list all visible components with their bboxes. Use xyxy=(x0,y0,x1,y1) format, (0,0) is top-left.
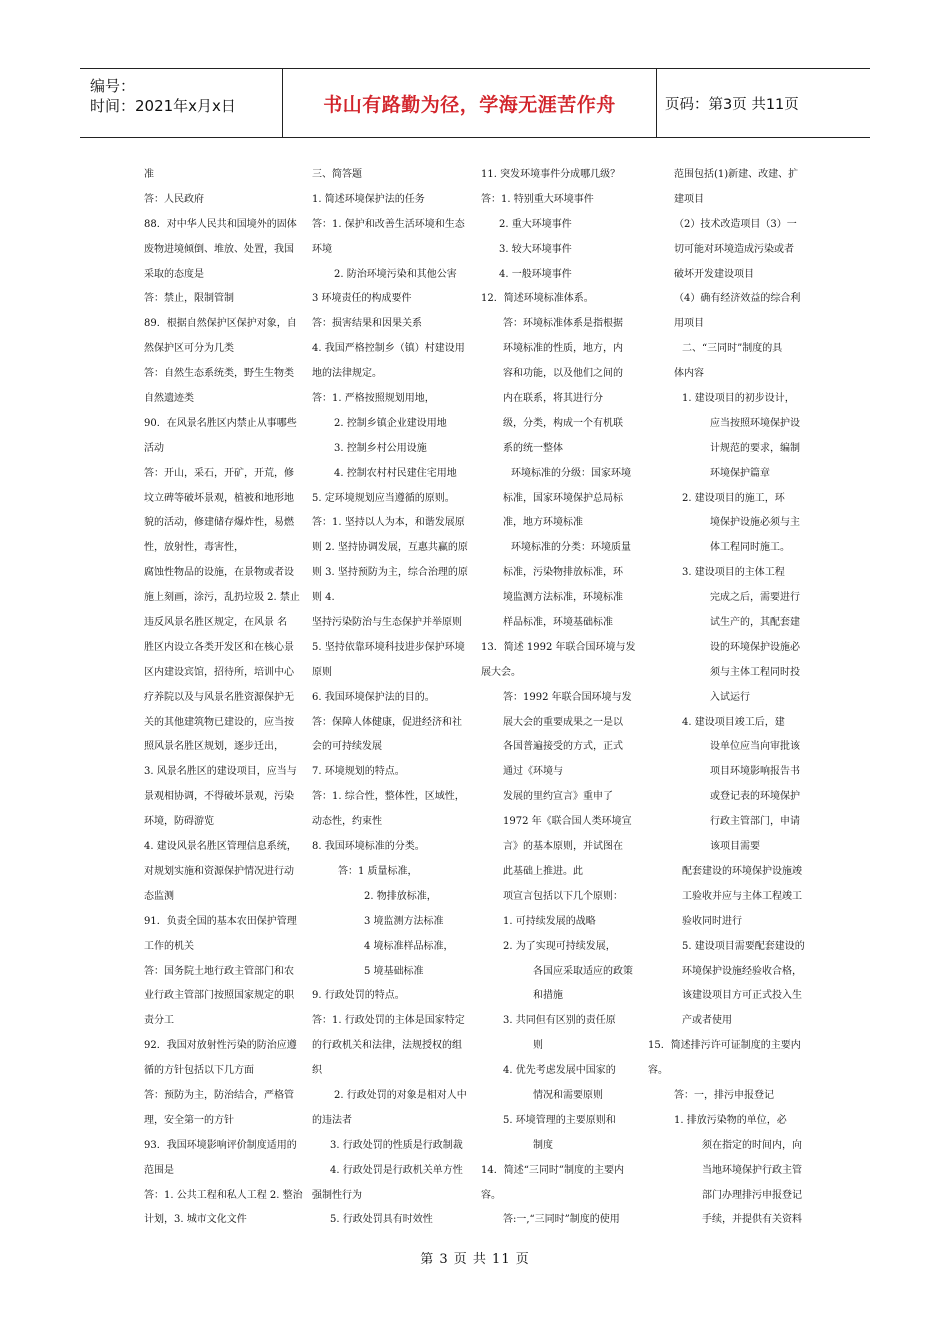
text-line: 态监测 xyxy=(144,890,174,902)
text-line: 4. 行政处罚是行政机关单方性 xyxy=(330,1164,463,1176)
text-line: 各国应采取适应的政策 xyxy=(533,965,633,977)
text-line: 则 3. 坚持预防为主，综合治理的原 xyxy=(312,567,468,579)
text-line: 容和功能，以及他们之间的 xyxy=(503,368,623,380)
text-line: 答：国务院土地行政主管部门和农 xyxy=(144,965,294,977)
text-line: 行政主管部门，申请 xyxy=(710,816,800,828)
text-line: 完成之后，需要进行 xyxy=(710,592,800,604)
text-line: 答：自然生态系统类，野生生物类 xyxy=(144,368,294,380)
text-line: 废物进境倾倒、堆放、处置，我国 xyxy=(144,243,294,255)
text-line: 容。 xyxy=(648,1065,668,1077)
text-line: 体工程同时施工。 xyxy=(710,542,790,554)
text-line: 环境保护篇章 xyxy=(710,467,770,479)
text-line: 答：环境标准体系是指根据 xyxy=(503,318,623,330)
text-line: 2. 重大环境事件 xyxy=(499,218,572,230)
text-line: 答：1. 特别重大环境事件 xyxy=(481,193,594,205)
text-line: 89．根据自然保护区保护对象，自 xyxy=(144,318,297,330)
text-line: 或登记表的环境保护 xyxy=(710,791,800,803)
text-line: 切可能对环境造成污染或者 xyxy=(674,243,794,255)
text-line: 11. 突发环境事件分成哪几级？ xyxy=(481,169,621,180)
text-line: 会的可持续发展 xyxy=(312,741,382,753)
text-line: 部门办理排污申报登记 xyxy=(702,1189,802,1201)
text-line: 样品标准，环境基础标准 xyxy=(503,617,613,629)
text-line: 发展的里约宣言》重申了 xyxy=(503,791,613,803)
text-line: 境保护设施必须与主 xyxy=(710,517,800,529)
text-line: 系的统一整体 xyxy=(503,442,563,454)
text-column-4 xyxy=(648,163,816,1233)
text-line: 坚持污染防治与生态保护并举原则 xyxy=(312,617,462,629)
text-line: 5. 环境管理的主要原则和 xyxy=(503,1114,616,1126)
text-line: 此基础上推进。此 xyxy=(503,865,583,877)
text-line: 4. 一般环境事件 xyxy=(499,268,572,280)
text-line: 1. 可持续发展的战略 xyxy=(503,915,596,927)
text-line: 答:一,“三同时”制度的使用 xyxy=(503,1214,620,1226)
text-line: 标准，污染物排放标准，环 xyxy=(503,567,623,579)
text-line: 3. 行政处罚的性质是行政制裁 xyxy=(330,1139,463,1151)
text-line: 3. 共同但有区别的责任原 xyxy=(503,1015,616,1027)
text-line: 当地环境保护行政主管 xyxy=(702,1164,802,1176)
text-line: 配套建设的环境保护设施竣 xyxy=(682,865,802,877)
text-line: 责分工 xyxy=(144,1015,174,1027)
text-line: 答：1. 坚持以人为本，和谐发展原 xyxy=(312,517,465,529)
text-line: 2. 物排放标准， xyxy=(364,890,437,902)
text-line: 答：1 质量标准， xyxy=(338,865,418,877)
text-line: 答：一，排污申报登记 xyxy=(674,1089,774,1101)
text-line: 4. 我国严格控制乡（镇）村建设用 xyxy=(312,343,465,355)
text-line: 环境标准的性质，地方，内 xyxy=(503,343,623,355)
text-line: 腐蚀性物品的设施，在景物或者设 xyxy=(144,567,294,579)
text-line: 9. 行政处罚的特点。 xyxy=(312,990,405,1002)
text-line: 制度 xyxy=(533,1139,553,1151)
text-line: 5 境基础标准 xyxy=(364,965,424,977)
text-line: 疗养院以及与风景名胜资源保护无 xyxy=(144,691,294,703)
text-line: 破坏开发建设项目 xyxy=(674,268,754,280)
text-line: 展大会。 xyxy=(481,666,521,678)
text-line: 采取的态度是 xyxy=(144,268,204,280)
text-line: 容。 xyxy=(481,1189,501,1201)
text-line: 然保护区可分为几类 xyxy=(144,343,234,355)
text-line: 的行政机关和法律，法规授权的组 xyxy=(312,1040,462,1052)
text-line: 原则 xyxy=(312,666,332,678)
text-line: 内在联系，将其进行分 xyxy=(503,393,603,405)
text-line: 2. 行政处罚的对象是相对人中 xyxy=(334,1089,467,1101)
text-column-3 xyxy=(481,163,643,1233)
text-line: 理，安全第一的方针 xyxy=(144,1114,234,1126)
text-line: 2. 控制乡镇企业建设用地 xyxy=(334,417,447,429)
header-motto: 书山有路勤为径，学海无涯苦作舟 xyxy=(323,93,616,116)
text-line: 90．在风景名胜区内禁止从事哪些 xyxy=(144,417,297,429)
text-line: 14．简述“三同时”制度的主要内 xyxy=(481,1164,624,1176)
text-line: 准 xyxy=(144,169,154,180)
text-line: 貌的活动，修建储存爆炸性，易燃 xyxy=(144,517,294,529)
text-line: 标准，国家环境保护总局标 xyxy=(503,492,623,504)
text-line: 7. 环境规划的特点。 xyxy=(312,766,405,778)
text-line: 区内建设宾馆，招待所，培训中心 xyxy=(144,666,294,678)
text-line: 答：1. 行政处罚的主体是国家特定 xyxy=(312,1015,465,1027)
text-line: 应当按照环境保护设 xyxy=(710,417,800,429)
text-line: 4. 优先考虑发展中国家的 xyxy=(503,1065,616,1077)
text-line: 92．我国对放射性污染的防治应遵 xyxy=(144,1040,297,1052)
text-line: 1972 年《联合国人类环境宣 xyxy=(503,816,632,828)
text-line: 5. 建设项目需要配套建设的 xyxy=(682,940,805,952)
text-line: 三、简答题 xyxy=(312,169,362,180)
text-line: 2. 防治环境污染和其他公害 xyxy=(334,268,457,280)
text-line: 5. 定环境规划应当遵循的原则。 xyxy=(312,492,455,504)
page-footer: 第 3 页 共 11 页 xyxy=(420,1252,530,1267)
text-line: 施上刻画，涂污，乱扔垃圾 2. 禁止 xyxy=(144,592,300,604)
text-line: 境监测方法标准，环境标准 xyxy=(503,592,623,604)
text-line: 二、“三同时”制度的具 xyxy=(682,343,783,355)
text-line: 范围是 xyxy=(144,1164,174,1176)
text-line: 情况和需要原则 xyxy=(533,1089,603,1101)
text-line: 3. 较大环境事件 xyxy=(499,243,572,255)
text-line: 景观相协调，不得破坏景观，污染 xyxy=(144,791,294,803)
text-line: 照风景名胜区规划，逐步迁出， xyxy=(144,741,284,753)
header-page-cell xyxy=(657,69,870,137)
text-column-1 xyxy=(144,163,308,1233)
text-line: 违反风景名胜区规定，在风景 名 xyxy=(144,617,288,629)
text-line: 4. 建设项目竣工后，建 xyxy=(682,716,785,728)
text-line: 3. 建设项目的主体工程 xyxy=(682,567,785,579)
text-line: 强制性行为 xyxy=(312,1189,362,1201)
text-line: 环境标准的分类：环境质量 xyxy=(511,542,631,554)
text-line: 级，分类，构成一个有机联 xyxy=(503,417,623,429)
text-line: 展大会的重要成果之一是以 xyxy=(503,716,623,728)
text-line: 活动 xyxy=(144,442,164,454)
text-line: （4）确有经济效益的综合利 xyxy=(674,293,801,305)
text-line: 环境，防碍游览 xyxy=(144,816,214,828)
text-line: 13．简述 1992 年联合国环境与发 xyxy=(481,641,636,653)
header-meta-cell xyxy=(80,69,283,137)
text-line: 须在指定的时间内，向 xyxy=(702,1139,802,1151)
text-line: 该建设项目方可正式投入生 xyxy=(682,990,802,1002)
text-line: 织 xyxy=(312,1065,322,1077)
text-line: 各国普遍接受的方式，正式 xyxy=(503,741,623,753)
text-line: 业行政主管部门按照国家规定的职 xyxy=(144,990,294,1002)
text-line: 环境标准的分级：国家环境 xyxy=(511,467,631,479)
text-line: 项宣言包括以下几个原则： xyxy=(503,890,623,902)
text-line: 3. 风景名胜区的建设项目，应当与 xyxy=(144,766,297,778)
header-page-indicator: 页码：第3页 共11页 xyxy=(665,96,799,113)
text-line: 答：保障人体健康，促进经济和社 xyxy=(312,716,462,728)
text-line: 地的法律规定。 xyxy=(312,368,382,380)
text-line: 关的其他建筑物已建设的，应当按 xyxy=(144,716,294,728)
text-line: 入试运行 xyxy=(710,691,750,703)
text-line: 答：1. 保护和改善生活环境和生态 xyxy=(312,218,465,230)
text-line: 1. 建设项目的初步设计， xyxy=(682,393,795,405)
text-line: 答：人民政府 xyxy=(144,193,204,205)
text-line: 循的方针包括以下几方面 xyxy=(144,1065,254,1077)
page-header xyxy=(80,68,870,138)
text-line: 3. 控制乡村公用设施 xyxy=(334,442,427,454)
text-line: 3 境监测方法标准 xyxy=(364,915,444,927)
text-line: 4 境标准样品标准， xyxy=(364,940,454,952)
text-line: 1. 排放污染物的单位，必 xyxy=(674,1114,787,1126)
document-number-label: 编号： xyxy=(90,77,136,95)
text-line: 答：预防为主，防治结合，严格管 xyxy=(144,1089,294,1101)
text-line: 15．简述排污许可证制度的主要内 xyxy=(648,1040,801,1052)
text-line: 答：1. 严格按照规划用地， xyxy=(312,393,435,405)
text-line: 则 4. xyxy=(312,592,335,604)
text-line: 4. 建设风景名胜区管理信息系统， xyxy=(144,841,297,853)
text-line: 93．我国环境影响评价制度适用的 xyxy=(144,1139,297,1151)
text-line: 的违法者 xyxy=(312,1114,352,1126)
text-line: 答：禁止，限制管制 xyxy=(144,293,234,305)
text-line: 5. 坚持依靠环境科技进步保护环境 xyxy=(312,641,465,653)
text-line: 答：开山，采石，开矿，开荒，修 xyxy=(144,467,294,479)
text-line: 用项目 xyxy=(674,318,704,330)
text-line: 2. 为了实现可持续发展， xyxy=(503,940,616,952)
text-line: 设单位应当向审批该 xyxy=(710,741,800,753)
text-line: 2. 建设项目的施工，环 xyxy=(682,492,785,504)
text-column-2 xyxy=(312,163,478,1233)
text-line: 计划，3. 城市文化文件 xyxy=(144,1214,247,1226)
text-line: 性，放射性，毒害性， xyxy=(144,542,244,554)
text-line: 6. 我国环境保护法的目的。 xyxy=(312,691,435,703)
text-line: 言》的基本原则，并试图在 xyxy=(503,841,623,853)
text-line: 则 xyxy=(533,1040,543,1052)
text-line: 动态性，约束性 xyxy=(312,816,382,828)
text-line: 范围包括(1)新建、改建、扩 xyxy=(674,169,799,180)
text-line: 88．对中华人民共和国境外的固体 xyxy=(144,218,297,230)
text-line: 坟立碑等破坏景观，植被和地形地 xyxy=(144,492,294,504)
text-line: 环境 xyxy=(312,243,332,255)
text-line: 计规范的要求，编制 xyxy=(710,442,800,454)
text-line: 工验收并应与主体工程竣工 xyxy=(682,890,802,902)
text-line: 工作的机关 xyxy=(144,940,194,952)
text-line: 12．简述环境标准体系。 xyxy=(481,293,594,305)
text-line: 3 环境责任的构成要件 xyxy=(312,293,412,305)
text-line: 对规划实施和资源保护情况进行动 xyxy=(144,865,294,877)
text-line: 产或者使用 xyxy=(682,1015,732,1027)
text-line: 须与主体工程同时投 xyxy=(710,666,800,678)
text-line: 试生产的，其配套建 xyxy=(710,617,800,629)
text-line: 答：损害结果和因果关系 xyxy=(312,318,422,330)
document-date-label: 时间：2021年x月x日 xyxy=(90,97,236,115)
text-line: 通过《环境与 xyxy=(503,766,563,778)
text-line: 环境保护设施经验收合格， xyxy=(682,965,802,977)
text-line: 91．负责全国的基本农田保护管理 xyxy=(144,915,297,927)
text-line: 1. 简述环境保护法的任务 xyxy=(312,193,425,205)
text-line: 答：1992 年联合国环境与发 xyxy=(503,691,632,703)
text-line: 项目环境影响报告书 xyxy=(710,766,800,778)
text-line: 自然遗迹类 xyxy=(144,393,194,405)
text-line: （2）技术改造项目（3）一 xyxy=(674,218,797,230)
text-line: 该项目需要 xyxy=(710,841,760,853)
text-line: 验收同时进行 xyxy=(682,915,742,927)
text-line: 手续，并提供有关资料 xyxy=(702,1214,802,1226)
text-line: 则 2. 坚持协调发展，互惠共赢的原 xyxy=(312,542,468,554)
text-line: 设的环境保护设施必 xyxy=(710,641,800,653)
text-line: 答：1. 综合性，整体性，区域性， xyxy=(312,791,465,803)
text-line: 体内容 xyxy=(674,368,704,380)
text-line: 准，地方环境标准 xyxy=(503,517,583,529)
text-line: 4. 控制农村村民建住宅用地 xyxy=(334,467,457,479)
text-line: 5. 行政处罚具有时效性 xyxy=(330,1214,433,1226)
text-line: 胜区内设立各类开发区和在核心景 xyxy=(144,641,294,653)
header-motto-cell xyxy=(283,69,657,137)
text-line: 建项目 xyxy=(674,193,704,205)
text-line: 8. 我国环境标准的分类。 xyxy=(312,841,425,853)
text-line: 和措施 xyxy=(533,990,563,1002)
text-line: 答：1. 公共工程和私人工程 2. 整治 xyxy=(144,1189,303,1201)
